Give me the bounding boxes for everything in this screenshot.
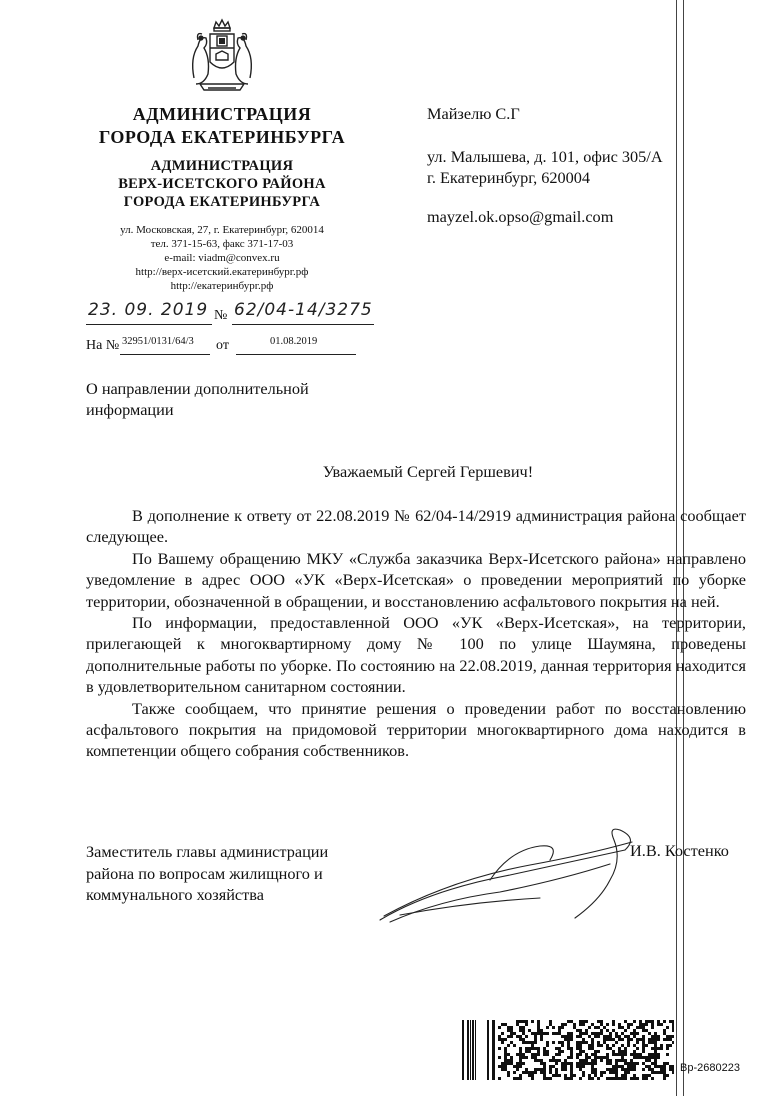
reg-number-underline [232,324,374,325]
paragraph: По Вашему обращению МКУ «Служба заказчика Верх-Исетского района» направлено уведомление в адрес ООО «УК «Верх-Исетская» о проведении мероприятий по уборке территории, обозначенной в обращении, и восстановлению асфальтового покрытия на ней. [86,548,746,611]
sender-header [86,103,358,293]
sender-phone: тел. 371-15-63, факс 371-17-03 [150,238,294,250]
reg-date-underline [86,324,212,325]
position-line-1: Заместитель главы администрации [86,842,329,861]
ref-prefix: На № [86,338,120,353]
registration-line [86,300,376,326]
reg-number-sign: № [214,308,228,323]
subject [86,378,309,420]
paragraph: По информации, предоставленной ООО «УК «Верх-Исетская», на территории, прилегающей к многоквартирному дому № 100 по улице Шаумяна, проведены дополнительные работы по уборке. По состоянию на 22.08.2019, данная территория находится в удовлетворительном санитарном состоянии. [86,613,746,697]
signatory-position [86,841,328,906]
paragraph: В дополнение к ответу от 22.08.2019 № 62/04-14/2919 администрация района сообщает следующее. [86,506,746,547]
ref-date-underline [236,354,356,355]
org-main-line-1: АДМИНИСТРАЦИЯ [132,104,312,124]
letter-body [86,505,746,762]
signatory-name: И.В. Костенко [630,841,729,860]
org-sub-line-2: ВЕРХ-ИСЕТСКОГО РАЙОНА [118,176,326,192]
ref-from: от [216,338,229,353]
reference-line [86,336,376,358]
org-main-line-2: ГОРОДА ЕКАТЕРИНБУРГА [98,127,346,147]
recipient-name: Майзелю С.Г [427,104,520,123]
barcode-icon [462,1020,674,1080]
org-sub-line-1: АДМИНИСТРАЦИЯ [150,158,294,174]
handwritten-signature [370,820,650,930]
ref-number-underline [120,354,210,355]
ref-date: 01.08.2019 [270,336,318,347]
recipient-street: ул. Малышева, д. 101, офис 305/А [427,146,663,166]
ref-number: 32951/0131/64/3 [122,336,194,347]
sender-address: ул. Московская, 27, г. Екатеринбург, 620014 [120,224,324,236]
recipient-city: г. Екатеринбург, 620004 [427,168,591,187]
recipient-email: mayzel.ok.opso@gmail.com [427,206,614,226]
sender-site-1: http://верх-исетский.екатеринбург.рф [135,266,309,278]
reg-number: 62/04-14/3275 [234,300,373,320]
sender-site-2: http://екатеринбург.рф [170,280,274,292]
recipient-block [427,103,663,227]
position-line-3: коммунального хозяйства [86,885,264,904]
subject-line-2: информации [86,400,174,419]
document-code: Вр-2680223 [680,1062,740,1074]
emblem-icon [186,18,258,98]
org-sub-line-3: ГОРОДА ЕКАТЕРИНБУРГА [123,194,321,210]
greeting: Уважаемый Сергей Гершевич! [322,462,534,481]
paragraph: Также сообщаем, что принятие решения о проведении работ по восстановлению асфальтового покрытия на придомовой территории многоквартирного дома находится в компетенции общего собрания собственников. [86,698,746,761]
subject-line-1: О направлении дополнительной [86,379,309,398]
reg-date: 23. 09. 2019 [88,300,209,320]
sender-email: e-mail: viadm@convex.ru [164,252,280,264]
position-line-2: района по вопросам жилищного и [86,863,323,883]
